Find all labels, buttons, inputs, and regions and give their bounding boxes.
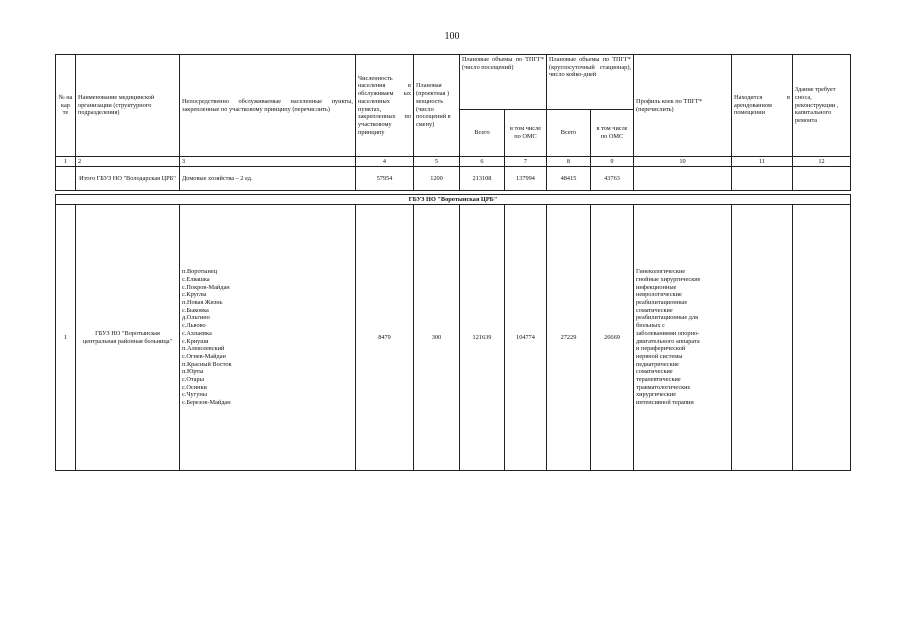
row-rented bbox=[732, 205, 793, 471]
page-number: 100 bbox=[444, 31, 460, 42]
row-population: 8479 bbox=[356, 205, 414, 471]
header-beddays-oms: в том числе по ОМС bbox=[591, 110, 634, 157]
column-number: 6 bbox=[460, 157, 505, 167]
column-number: 2 bbox=[76, 157, 180, 167]
total-settlements: Домовые хозяйства – 2 ед. bbox=[180, 167, 356, 191]
header-population: Численность населения в обслуживаем ых населенных пунктах, закрепленных по участковому принципу bbox=[356, 55, 414, 157]
header-rented: Находится в арендованном помещении bbox=[732, 55, 793, 157]
section-header-row bbox=[56, 195, 851, 205]
column-number: 11 bbox=[732, 157, 793, 167]
total-bed-profiles bbox=[634, 167, 732, 191]
header-capacity: Плановая (проектная ) мощность (число посещений в смену) bbox=[414, 55, 460, 157]
total-visits-total: 213108 bbox=[460, 167, 505, 191]
total-capacity: 1200 bbox=[414, 167, 460, 191]
total-beddays-total: 48415 bbox=[547, 167, 591, 191]
row-beddays-oms: 26669 bbox=[591, 205, 634, 471]
header-planned-visits: Плановые объемы по ТПГГ* (число посещений) bbox=[460, 55, 547, 110]
row-visits-total: 121639 bbox=[460, 205, 505, 471]
section-title: ГБУЗ НО "Воротынская ЦРБ" bbox=[56, 195, 851, 205]
column-number: 9 bbox=[591, 157, 634, 167]
column-number-row bbox=[56, 157, 851, 167]
table-row bbox=[56, 205, 851, 471]
total-row bbox=[56, 167, 851, 191]
header-visits-total: Всего bbox=[460, 110, 505, 157]
header-needs-repair: Здание требует сноса, реконструкции , капитального ремонта bbox=[793, 55, 851, 157]
column-number: 8 bbox=[547, 157, 591, 167]
column-number: 3 bbox=[180, 157, 356, 167]
header-row-1 bbox=[56, 55, 851, 110]
row-bed-profiles: Гинекологические гнойные хирургические инфекционные неврологические реабилитационные соматические реабилитационные для бюльных с заболеваниями опорно- двигательного аппарата и периферической нервной системы педиатрические соматические терапевтические травматологические хирургические интенсивной терапии bbox=[634, 205, 732, 471]
row-organization-name: ГБУЗ НО "Воротынская центральная районная больница" bbox=[76, 205, 180, 471]
row-map-number: 1 bbox=[56, 205, 76, 471]
total-needs-repair bbox=[793, 167, 851, 191]
total-beddays-oms: 43763 bbox=[591, 167, 634, 191]
header-beddays-total: Всего bbox=[547, 110, 591, 157]
row-settlements: п.Воротынец с.Елвашка с.Покров-Майдан с.Круглы п.Новая Жизнь с.Быковка д.Ольгино с.Львово с.Ахпаевка с.Криуши п.Алексеевский с.Огнев-Майдан п.Красный Восток п.Юрты с.Отары с.Осинки с.Чугуны с.Березов-Майдан bbox=[180, 205, 356, 471]
column-number: 5 bbox=[414, 157, 460, 167]
row-needs-repair bbox=[793, 205, 851, 471]
header-organization-name: Наименование медицинской организации (структурного подразделения) bbox=[76, 55, 180, 157]
header-visits-oms: в том числе по ОМС bbox=[505, 110, 547, 157]
header-bed-profiles: Профиль коек по ТПГГ* (перечислить) bbox=[634, 55, 732, 157]
row-beddays-total: 27229 bbox=[547, 205, 591, 471]
column-number: 1 bbox=[56, 157, 76, 167]
total-population: 57954 bbox=[356, 167, 414, 191]
header-map-number: № на кар те bbox=[56, 55, 76, 157]
header-settlements: Непосредственно обслуживаемые населенные пункты, закрепленные по участковому принципу (перечислить) bbox=[180, 55, 356, 157]
total-organization-name: Итого ГБУЗ НО "Володарская ЦРБ" bbox=[76, 167, 180, 191]
total-visits-oms: 137994 bbox=[505, 167, 547, 191]
column-number: 4 bbox=[356, 157, 414, 167]
total-map-number bbox=[56, 167, 76, 191]
column-number: 7 bbox=[505, 157, 547, 167]
column-number: 12 bbox=[793, 157, 851, 167]
column-number: 10 bbox=[634, 157, 732, 167]
hospital-capacity-table bbox=[55, 54, 851, 471]
total-rented bbox=[732, 167, 793, 191]
row-capacity: 300 bbox=[414, 205, 460, 471]
row-visits-oms: 104774 bbox=[505, 205, 547, 471]
header-planned-beddays: Плановые объемы по ТПГГ* (круглосуточный стационар), число койко-дней bbox=[547, 55, 634, 110]
